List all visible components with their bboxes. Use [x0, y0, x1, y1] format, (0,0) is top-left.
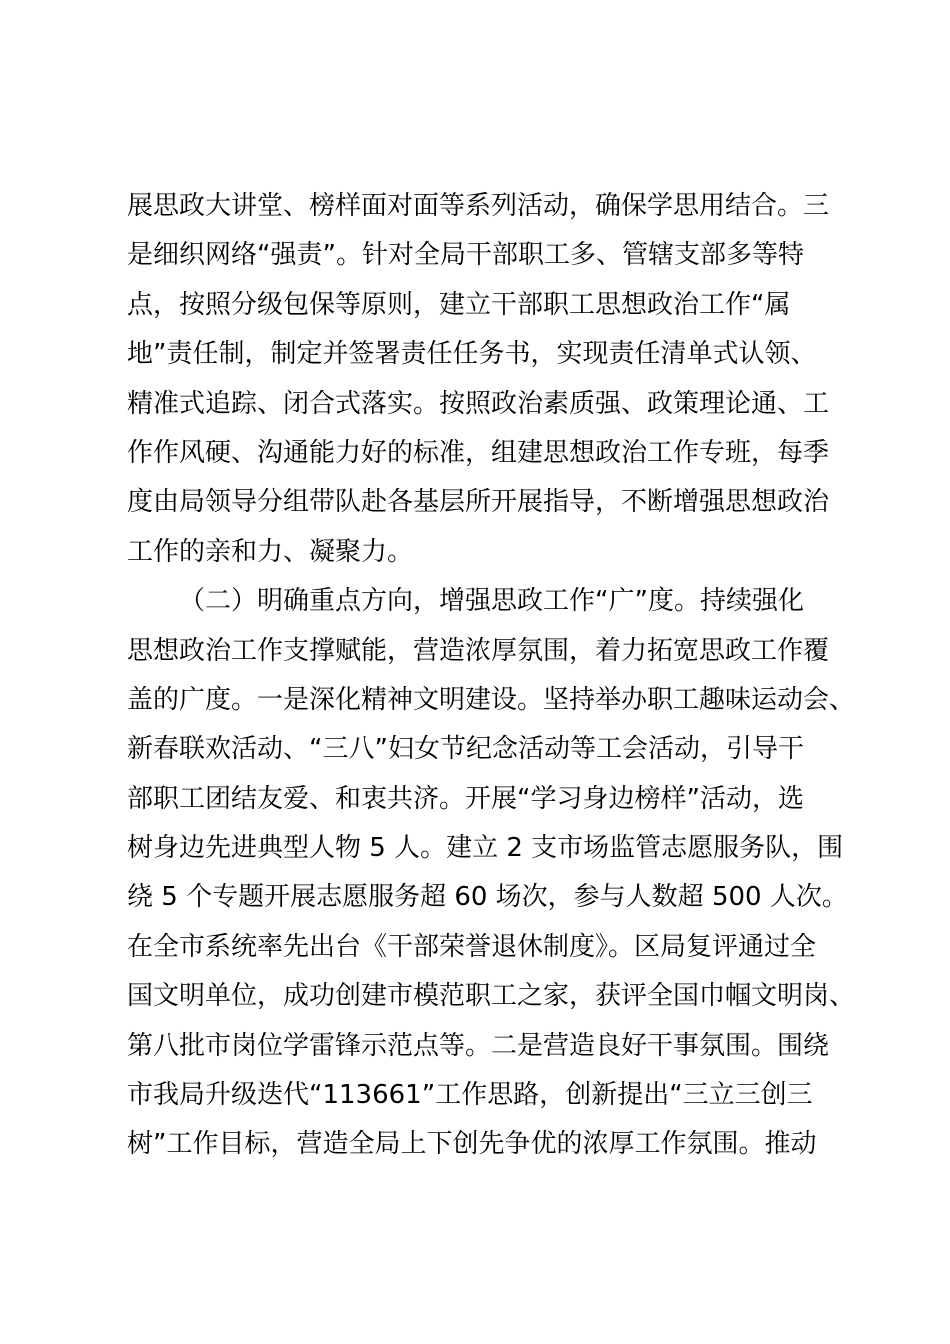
text-line: 是细织网络“强责”。针对全局干部职工多、管辖支部多等特 [127, 240, 804, 271]
text-line: 新春联欢活动、“三八”妇女节纪念活动等工会活动，引导干 [127, 734, 804, 765]
text-line: 精准式追踪、闭合式落实。按照政治素质强、政策理论通、工 [127, 388, 830, 419]
text-line: 度由局领导分组带队赴各基层所开展指导，不断增强思想政治 [127, 487, 830, 518]
text-line: 工作的亲和力、凝聚力。 [127, 536, 414, 567]
text-line: 部职工团结友爱、和衷共济。开展“学习身边榜样”活动，选 [127, 783, 804, 814]
text-line: 点，按照分级包保等原则，建立干部职工思想政治工作“属 [127, 289, 791, 320]
text-line: 树”工作目标，营造全局上下创先争优的浓厚工作氛围。推动 [127, 1129, 817, 1160]
text-line: 树身边先进典型人物 5 人。建立 2 支市场监管志愿服务队，围 [127, 833, 844, 864]
text-line: 绕 5 个专题开展志愿服务超 60 场次，参与人数超 500 人次。 [127, 882, 848, 913]
text-line: 市我局升级迭代“113661”工作思路，创新提出“三立三创三 [127, 1080, 813, 1111]
text-line: 第八批市岗位学雷锋示范点等。二是营造良好干事氛围。围绕 [127, 1030, 830, 1061]
text-line: 作作风硬、沟通能力好的标准，组建思想政治工作专班，每季 [127, 437, 830, 468]
section-heading-line: （二）明确重点方向，增强思政工作“广”度。持续强化 [179, 586, 804, 617]
text-line: 地”责任制，制定并签署责任任务书，实现责任清单式认领、 [127, 339, 817, 370]
text-line: 展思政大讲堂、榜样面对面等系列活动，确保学思用结合。三 [127, 191, 830, 221]
text-line: 盖的广度。一是深化精神文明建设。坚持举办职工趣味运动会、 [127, 684, 856, 715]
text-line: 思想政治工作支撑赋能，营造浓厚氛围，着力拓宽思政工作覆 [127, 635, 830, 666]
text-line: 国文明单位，成功创建市模范职工之家，获评全国巾帼文明岗、 [127, 981, 856, 1012]
body-text [127, 182, 856, 1170]
text-line: 在全市系统率先出台《干部荣誉退休制度》。区局复评通过全 [127, 931, 817, 962]
